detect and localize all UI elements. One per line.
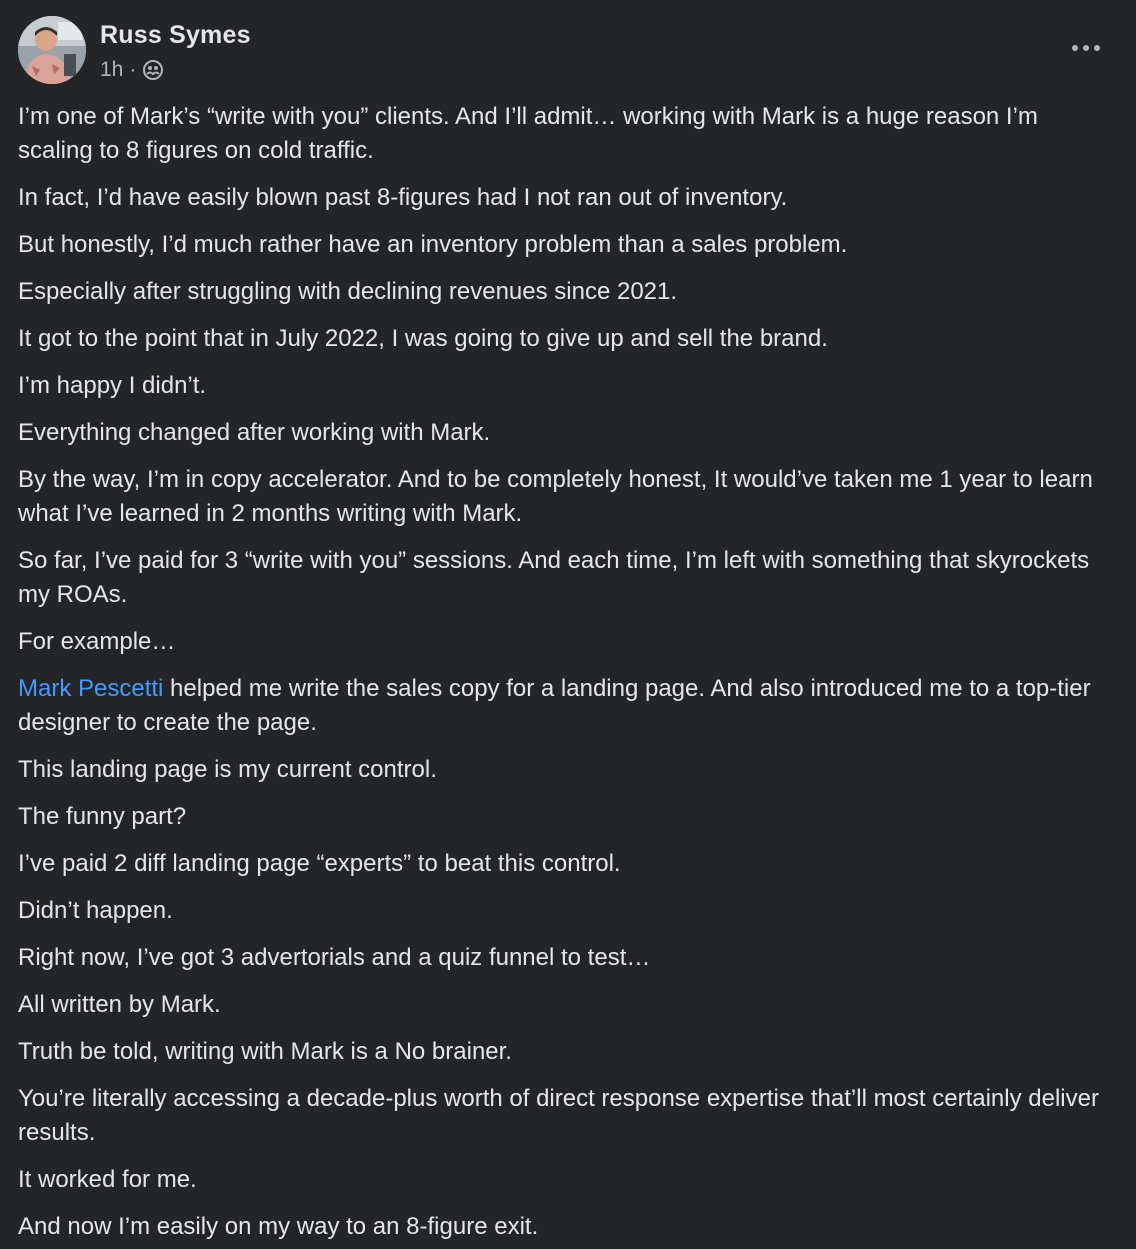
post-time[interactable]: 1h: [100, 58, 124, 81]
post-paragraph: All written by Mark.: [18, 991, 221, 1018]
post-paragraph: I’ve paid 2 diff landing page “experts” to beat this control.: [18, 850, 621, 877]
mention-paragraph-text: helped me write the sales copy for a landing page. And also introduced me to a top-tier designer to create the page.: [18, 675, 1091, 736]
post-paragraph: By the way, I’m in copy accelerator. And to be completely honest, It would’ve taken me 1 year to learn what I’ve learned in 2 months writing with Mark.: [18, 466, 1093, 527]
post-paragraph: And now I’m easily on my way to an 8-figure exit.: [18, 1213, 539, 1240]
post-paragraph: You’re literally accessing a decade-plus worth of direct response expertise that’ll most certainly deliver results.: [18, 1085, 1099, 1146]
post-paragraph: I’m one of Mark’s “write with you” clients. And I’ll admit… working with Mark is a huge reason I’m scaling to 8 figures on cold traffic.: [18, 103, 1038, 164]
post-paragraph: This landing page is my current control.: [18, 756, 437, 783]
post-paragraph: The funny part?: [18, 803, 187, 830]
more-dots-icon: [1071, 44, 1101, 52]
post-paragraph: Truth be told, writing with Mark is a No brainer.: [18, 1038, 512, 1065]
post-body: [18, 100, 1118, 1244]
mention-paragraph: [18, 672, 1114, 740]
post-paragraph: Right now, I’ve got 3 advertorials and a quiz funnel to test…: [18, 944, 651, 971]
post-paragraph: I’m happy I didn’t.: [18, 372, 207, 399]
post-paragraph: But honestly, I’d much rather have an inventory problem than a sales problem.: [18, 231, 848, 258]
friends-icon[interactable]: [142, 59, 164, 81]
post-header: [18, 16, 1118, 86]
avatar[interactable]: [18, 16, 86, 84]
post-paragraph: For example…: [18, 628, 176, 655]
post-paragraph: In fact, I’d have easily blown past 8-figures had I not ran out of inventory.: [18, 184, 788, 211]
meta-separator: ·: [129, 58, 137, 81]
post-paragraph: So far, I’ve paid for 3 “write with you” sessions. And each time, I’m left with something that skyrockets my ROAs.: [18, 547, 1090, 608]
post-paragraph: Everything changed after working with Mark.: [18, 419, 491, 446]
post-paragraph: It got to the point that in July 2022, I was going to give up and sell the brand.: [18, 325, 828, 352]
post-paragraph: It worked for me.: [18, 1166, 197, 1193]
author-name[interactable]: Russ Symes: [100, 21, 251, 49]
mention-link-mark-pescetti[interactable]: Mark Pescetti: [18, 675, 164, 702]
post-paragraph: Didn’t happen.: [18, 897, 173, 924]
post-meta: [100, 58, 164, 82]
more-options-button[interactable]: [1066, 38, 1106, 58]
post-paragraph: Especially after struggling with declining revenues since 2021.: [18, 278, 678, 305]
